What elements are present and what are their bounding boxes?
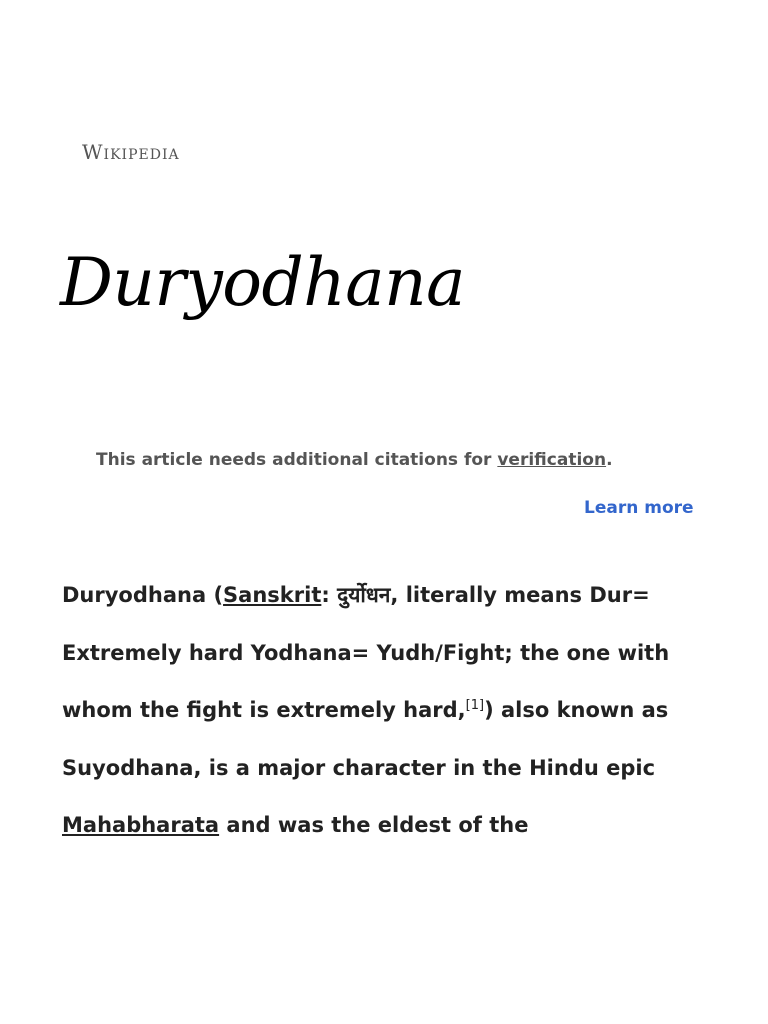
article-text: : दुर्योधन, literally means Dur= Extremely hard Yodhana= Yudh/Fight; the one with whom the fight is extremely hard, — [62, 583, 670, 722]
article-text: ) also known as Suyodhana, is a major character in the Hindu epic — [62, 698, 669, 780]
notice-period: . — [606, 450, 613, 470]
wikipedia-wordmark[interactable]: Wikipedia — [82, 140, 180, 164]
verification-link[interactable]: verification — [497, 450, 607, 470]
citation-reference[interactable]: [1] — [465, 698, 485, 713]
article-paragraph — [62, 567, 722, 855]
mahabharata-link[interactable]: Mahabharata — [62, 813, 220, 837]
citation-notice — [96, 450, 706, 470]
learn-more-link[interactable]: Learn more — [584, 498, 694, 518]
page-title: Duryodhana — [60, 244, 465, 321]
notice-text: This article needs additional citations for — [96, 450, 498, 470]
sanskrit-link[interactable]: Sanskrit — [223, 583, 322, 607]
article-text: and was the eldest of the — [219, 813, 529, 837]
article-text: Duryodhana ( — [62, 583, 224, 607]
